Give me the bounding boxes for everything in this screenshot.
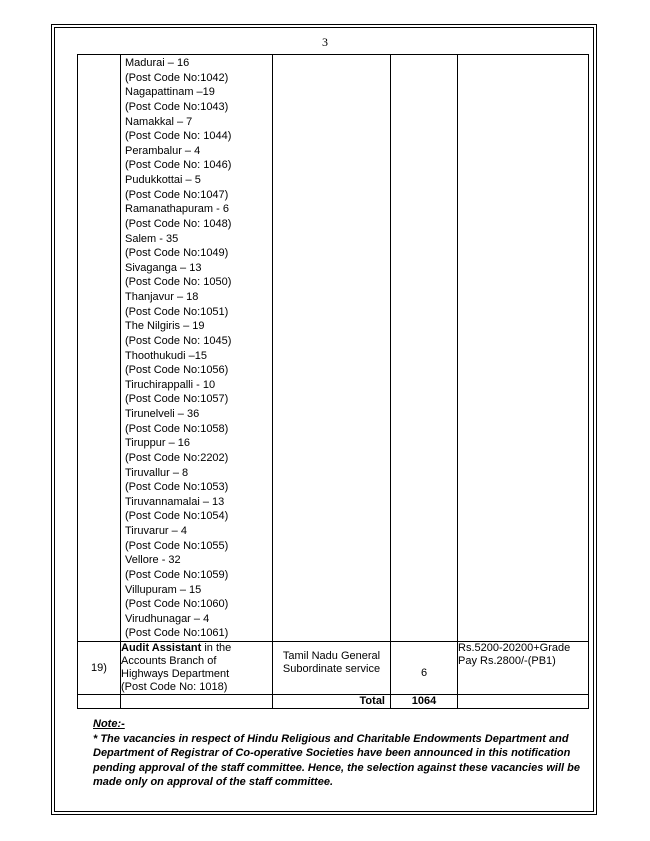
district-line: (Post Code No:1042)	[125, 71, 229, 84]
vacancy-cell	[391, 55, 458, 642]
table-row	[78, 55, 589, 642]
district-list	[121, 55, 272, 641]
district-line: Perambalur – 4	[125, 144, 201, 157]
district-line: (Post Code No:1055)	[125, 539, 229, 552]
total-value: 1064	[391, 695, 458, 709]
district-line: (Post Code No: 1050)	[125, 276, 232, 289]
district-line: The Nilgiris – 19	[125, 320, 205, 333]
district-line: Virudhunagar – 4	[125, 612, 210, 625]
district-line: Thanjavur – 18	[125, 291, 199, 303]
district-list-cell	[121, 55, 273, 642]
district-line: (Post Code No:2202)	[125, 451, 229, 464]
post-line: Accounts Branch of	[121, 655, 217, 667]
district-line: Tiruvarur – 4	[125, 525, 187, 537]
total-row	[78, 695, 589, 709]
district-line: Vellore - 32	[125, 554, 181, 567]
district-line: Madurai – 16	[125, 57, 190, 69]
district-line: (Post Code No: 1044)	[125, 130, 232, 143]
district-line: (Post Code No:1047)	[125, 188, 229, 201]
service-cell	[273, 642, 391, 695]
vacancy-cell	[391, 642, 458, 695]
district-line: Namakkal – 7	[125, 115, 193, 128]
post-line: Highways Department	[121, 668, 230, 680]
post-name-cell	[121, 642, 273, 695]
district-line: (Post Code No:1057)	[125, 393, 229, 406]
district-line: Tiruvannamalai – 13	[125, 495, 225, 508]
district-line: (Post Code No:1059)	[125, 568, 229, 581]
post-name-bold: Audit Assistant	[121, 642, 202, 654]
district-line: (Post Code No:1058)	[125, 422, 229, 435]
district-line: Villupuram – 15	[125, 583, 202, 596]
pay-cell	[458, 642, 589, 695]
pay-line: Rs.5200-20200+Grade	[458, 642, 571, 654]
district-line: (Post Code No: 1046)	[125, 159, 232, 172]
service-line: Tamil Nadu General	[282, 650, 381, 662]
district-line: Tiruvallur – 8	[125, 466, 189, 479]
vacancy-table	[77, 54, 589, 709]
district-line: Sivaganga – 13	[125, 261, 202, 274]
district-line: (Post Code No:1051)	[125, 305, 229, 318]
district-line: (Post Code No:1061)	[125, 627, 229, 640]
pay-cell	[458, 55, 589, 642]
empty-cell	[458, 695, 589, 709]
empty-cell	[121, 695, 273, 709]
service-line: Subordinate service	[282, 663, 381, 675]
note-title: Note:-	[93, 718, 125, 730]
district-line: (Post Code No:1049)	[125, 247, 229, 260]
district-line: (Post Code No:1043)	[125, 100, 229, 113]
total-label: Total	[273, 695, 391, 709]
sno-cell	[78, 55, 121, 642]
sno-cell	[78, 642, 121, 695]
district-line: (Post Code No: 1048)	[125, 217, 232, 230]
district-line: Thoothukudi –15	[125, 349, 207, 362]
district-line: (Post Code No: 1045)	[125, 334, 232, 347]
district-line: Tiruppur – 16	[125, 437, 191, 450]
pay-line: Pay Rs.2800/-(PB1)	[458, 655, 556, 667]
district-line: Nagapattinam –19	[125, 86, 215, 99]
district-line: Tiruchirappalli - 10	[125, 378, 216, 391]
post-line: (Post Code No: 1018)	[121, 681, 228, 693]
district-line: Pudukkottai – 5	[125, 174, 201, 186]
district-line: Tirunelveli – 36	[125, 408, 200, 420]
page-number: 3	[322, 35, 328, 49]
district-line: Ramanathapuram - 6	[125, 203, 229, 216]
district-line: (Post Code No:1054)	[125, 510, 229, 523]
note-block	[93, 717, 585, 790]
district-line: (Post Code No:1056)	[125, 364, 229, 377]
service-cell	[273, 55, 391, 642]
empty-cell	[78, 695, 121, 709]
district-line: (Post Code No:1060)	[125, 598, 229, 611]
note-body: * The vacancies in respect of Hindu Religious and Charitable Endowments Department and Department of Registrar of Co-operative Societies have been announced in this notification pending approval of the staff committee. Hence, the selection against these vacancies will be made only on approval of the staff committee.	[93, 732, 580, 788]
vacancy-count: 6	[420, 666, 428, 679]
serial-number: 19)	[91, 661, 107, 674]
table-row	[78, 642, 589, 695]
district-line: (Post Code No:1053)	[125, 481, 229, 494]
district-line: Salem - 35	[125, 232, 179, 245]
post-name-rest: in the	[201, 642, 232, 654]
